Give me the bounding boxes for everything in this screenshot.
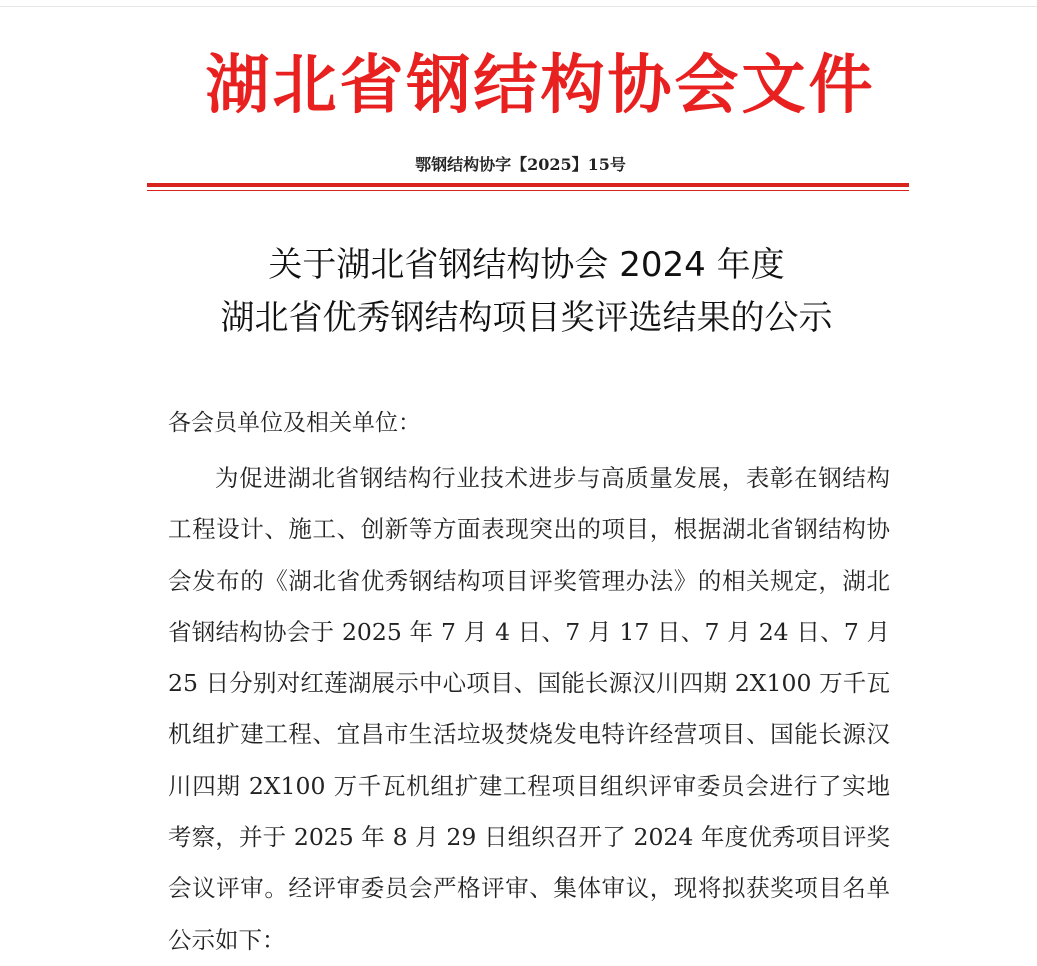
notice-title-line2: 湖北省优秀钢结构项目奖评选结果的公示 xyxy=(220,298,833,338)
salutation: 各会员单位及相关单位： xyxy=(168,410,421,436)
top-border-line xyxy=(0,6,1037,7)
document-header-title: 湖北省钢结构协会文件 xyxy=(205,49,876,123)
body-paragraph: 为促进湖北省钢结构行业技术进步与高质量发展，表彰在钢结构工程设计、施工、创新等方面表现突出的项目，根据湖北省钢结构协会发布的《湖北省优秀钢结构项目评奖管理办法》的相关规定，湖北省钢结构协会于 2025 年 7 月 4 日、7 月 17 日、7 月 24 日、7 月 25 日分别对红莲湖展示中心项目、国能长源汉川四期 2X100 万千瓦机组扩建工程、宜昌市生活垃圾焚烧发电特许经营项目、国能长源汉川四期 2X100 万千瓦机组扩建工程项目组织评审委员会进行了实地考察，并于 2025 年 8 月 29 日组织召开了 2024 年度优秀项目评奖会议评审。经评审委员会严格评审、集体审议，现将拟获奖项目名单公示如下： xyxy=(168,464,890,954)
notice-title-line1: 关于湖北省钢结构协会 2024 年度 xyxy=(268,245,785,285)
document-number: 鄂钢结构协字【2025】15号 xyxy=(415,155,626,174)
red-separator-thick xyxy=(147,183,909,187)
red-separator-thin xyxy=(147,190,909,191)
